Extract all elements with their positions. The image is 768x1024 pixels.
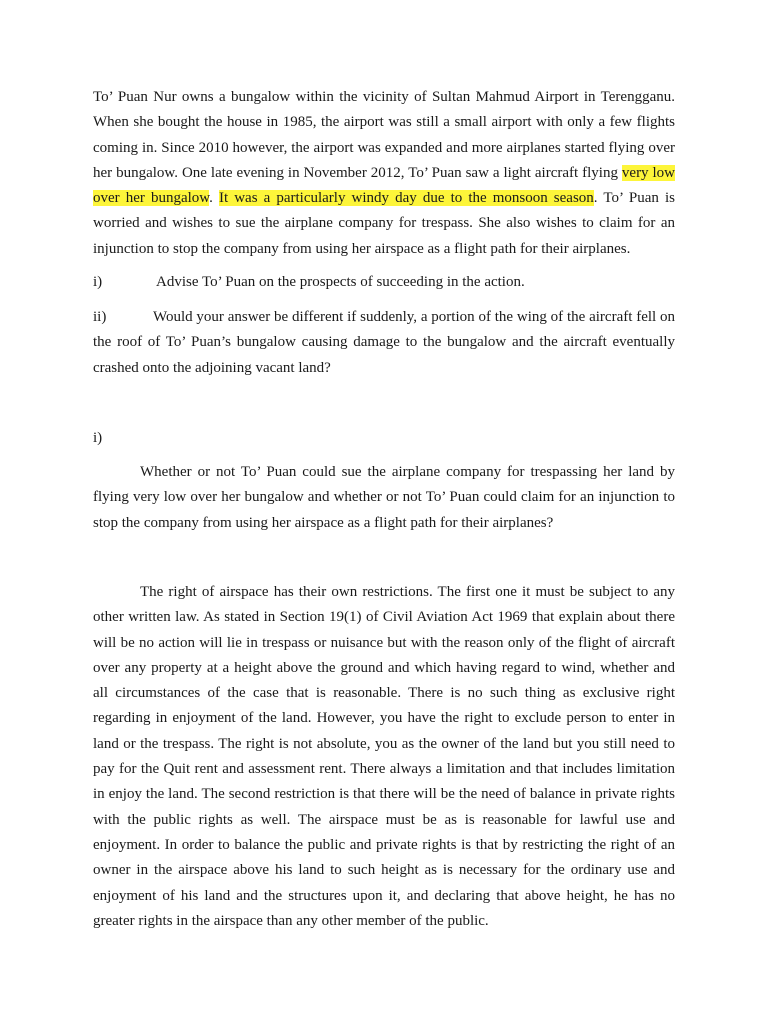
question-2 [93,305,675,381]
separator-text: . [209,190,219,207]
question-number: ii) [93,309,107,325]
issue-paragraph: Whether or not To’ Puan could sue the airplane company for trespassing her land by flying very low over her bungalow and whether or not To’ Puan could claim for an injunction to stop the company from using her airspace as a flight path for their airplanes? [93,464,675,531]
intro-text: To’ Puan Nur owns a bungalow within the vicinity of Sultan Mahmud Airport in Terengganu. When she bought the house in 1985, the airport was still a small airport with only a few flights coming in. Since 2010 however, the airport was expanded and more airplanes started flying over her bungalow. One late evening in November 2012, To’ Puan saw a light aircraft flying [93,89,675,181]
question-text: Advise To’ Puan on the prospects of succeeding in the action. [156,274,525,290]
question-number: i) [93,274,103,290]
question-text: Would your answer be different if suddenly, a portion of the wing of the aircraft fell on the roof of To’ Puan’s bungalow causing damage to the bungalow and the aircraft eventually crashed onto the adjoining vacant land? [93,309,675,376]
highlight-text: It was a particularly windy day due to the monsoon season [218,190,594,207]
intro-text: . To’ Puan is worried and wishes to sue the airplane company for trespass. She also wishes to claim for an injunction to stop the company from using her airspace as a flight path for their airplanes. [93,190,675,257]
problem-statement [93,85,675,262]
highlight-text: very low over her bungalow [93,164,676,207]
answer-heading: i) [93,430,103,446]
question-1 [93,270,675,295]
body-paragraph: The right of airspace has their own restrictions. The first one it must be subject to any other written law. As stated in Section 19(1) of Civil Aviation Act 1969 that explain about there will be no action will lie in trespass or nuisance but with the reason only of the flight of aircraft over any property at a height above the ground and which having regard to wind, whether and all circumstances of the case that is reasonable. There is no such thing as exclusive right regarding in enjoyment of the land. However, you have the right to exclude person to enter in land or the trespass. The right is not absolute, you as the owner of the land but you still need to pay for the Quit rent and assessment rent. There always a limitation and that includes limitation in enjoy the land. The second restriction is that there will be the need of balance in private rights with the public rights as well. The airspace must be as is reasonable for lawful use and enjoyment. In order to balance the public and private rights is that by restricting the right of an owner in the airspace above his land to such height as is necessary for the ordinary use and enjoyment of his land and the structures upon it, and declaring that above height, he has no greater rights in the airspace than any other member of the public. [93,584,675,929]
